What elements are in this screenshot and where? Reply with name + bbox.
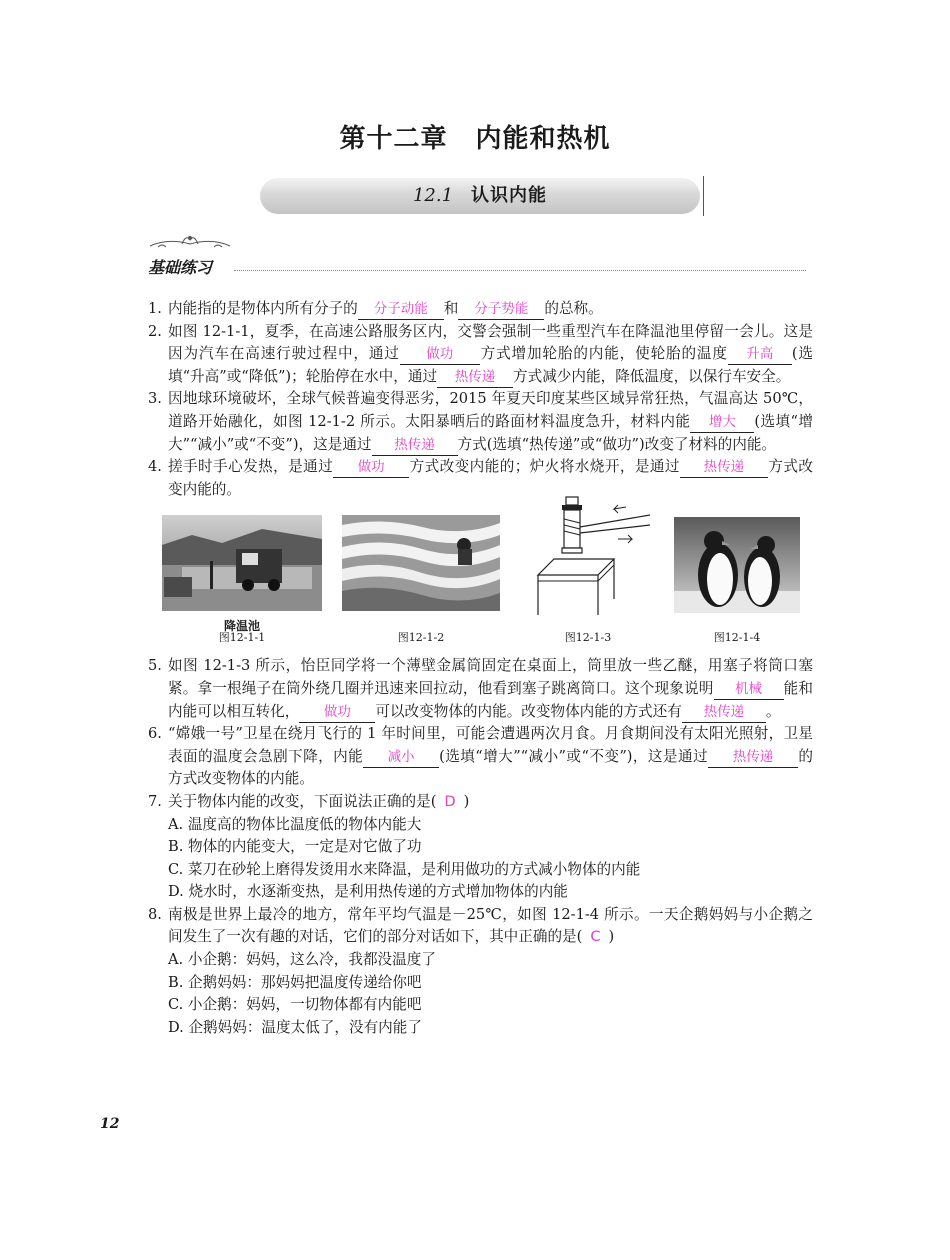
question-text: 能和内能可以相互转化， <box>168 679 813 720</box>
answer-blank: 热传递 <box>708 747 798 768</box>
section-number: 12.1 <box>412 185 454 206</box>
option-a: A. 温度高的物体比温度低的物体内能大 <box>168 815 422 833</box>
figure-caption: 图12-1-2 <box>397 630 445 644</box>
banner-divider <box>703 176 704 216</box>
option-c: C. 小企鹅：妈妈，一切物体都有内能吧 <box>168 996 422 1014</box>
answer-blank: 分子动能 <box>358 299 444 320</box>
question-5 <box>148 655 813 723</box>
answer-blank: 升高 <box>728 344 792 365</box>
figure-12-1-2 <box>342 515 500 649</box>
question-text: 可以改变物体的内能。改变物体内能的方式还有 <box>375 702 682 720</box>
question-number: 1. <box>148 300 162 317</box>
figure-12-1-3 <box>518 495 658 649</box>
option-list <box>168 814 813 904</box>
cooling-pool-photo <box>162 515 322 611</box>
section-banner <box>260 178 700 214</box>
question-text: 搓手时手心发热，是通过 <box>168 458 334 476</box>
answer-blank: 增大 <box>690 412 754 433</box>
answer-blank: 热传递 <box>680 457 768 478</box>
question-number: 7. <box>148 792 162 810</box>
question-text: 方式改变内能的。 <box>168 458 813 498</box>
option-list <box>168 949 813 1039</box>
question-number: 6. <box>148 725 162 743</box>
answer-blank: 热传递 <box>372 435 458 456</box>
question-text: 如图 12-1-3 所示，怡臣同学将一个薄壁金属筒固定在桌面上，筒里放一些乙醚，用塞子将筒口塞紧。拿一根绳子在筒外绕几圈并迅速来回拉动，他看到塞子跳离筒口。这个现象说明 <box>168 657 813 697</box>
option-d: D. 企鹅妈妈：温度太低了，没有内能了 <box>168 1018 422 1036</box>
answer-blank: 做功 <box>299 702 375 723</box>
question-text: “嫦娥一号”卫星在绕月飞行的 1 年时间里，可能会遭遇两次月食。月食期间没有太阳光照射，卫星表面的温度会急剧下降，内能 <box>168 725 813 765</box>
choice-answer: C <box>590 928 601 946</box>
question-text: 如图 12-1-1，夏季，在高速公路服务区内，交警会强制一些重型汽车在降温池里停留一会儿。这是因为汽车在高速行驶过程中，通过 <box>168 322 813 363</box>
chapter-number: 第十二章 <box>339 124 448 154</box>
question-text: 的总称。 <box>544 300 603 317</box>
question-number: 8. <box>148 905 162 923</box>
option-b: B. 企鹅妈妈：那妈妈把温度传递给你吧 <box>168 973 422 991</box>
question-4 <box>148 456 813 501</box>
answer-blank: 分子势能 <box>458 299 544 320</box>
figure-caption: 图12-1-1 <box>218 630 266 644</box>
option-c: C. 菜刀在砂轮上磨得发烫用水来降温，是利用做功的方式减小物体的内能 <box>168 860 641 878</box>
question-number: 2. <box>148 322 162 340</box>
question-2 <box>148 321 813 389</box>
question-number: 4. <box>148 458 162 476</box>
figure-caption: 图12-1-4 <box>713 630 761 644</box>
figure-caption: 图12-1-3 <box>564 630 612 644</box>
option-d: D. 烧水时，水逐渐变热，是利用热传递的方式增加物体的内能 <box>168 883 568 901</box>
question-text: 方式(选填“热传递”或“做功”)改变了材料的内能。 <box>457 435 777 453</box>
choice-answer: D <box>444 792 456 810</box>
question-text: 关于物体内能的改变，下面说法正确的是( <box>168 792 437 810</box>
penguins-photo <box>674 517 800 613</box>
answer-blank: 做功 <box>400 344 480 365</box>
section-name: 认识内能 <box>471 185 548 206</box>
chapter-name: 内能和热机 <box>475 124 611 154</box>
ornament-icon <box>148 232 232 252</box>
question-text: (选填“增大”“减小”或“不变”)，这是通过 <box>168 412 813 453</box>
question-text: 和 <box>443 300 459 317</box>
question-text: 内能指的是物体内所有分子的 <box>168 300 358 317</box>
practice-heading: 基础练习 <box>148 258 213 277</box>
option-b: B. 物体的内能变大，一定是对它做了功 <box>168 838 422 856</box>
option-a: A. 小企鹅：妈妈，这么冷，我都没温度了 <box>168 951 436 969</box>
chapter-title <box>0 118 950 155</box>
answer-blank: 做功 <box>333 457 409 478</box>
answer-blank: 减小 <box>363 747 439 768</box>
question-text: 方式改变内能的；炉火将水烧开，是通过 <box>409 458 680 476</box>
question-text: ) <box>608 928 615 946</box>
question-text: (选填“增大”“减小”或“不变”)，这是通过 <box>439 747 708 765</box>
question-text: ) <box>463 792 470 810</box>
metal-tube-rope-diagram <box>518 495 658 625</box>
figure-12-1-1 <box>162 515 322 649</box>
question-6 <box>148 723 813 791</box>
dotted-divider <box>234 270 806 271</box>
question-text: 南极是世界上最冷的地方，常年平均气温是－25℃，如图 12-1-4 所示。一天企鹅妈妈与小企鹅之间发生了一次有趣的对话，它们的部分对话如下，其中正确的是( <box>168 905 813 946</box>
question-3 <box>148 388 813 456</box>
question-number: 3. <box>148 390 162 408</box>
melting-road-photo <box>342 515 500 611</box>
question-1 <box>148 298 813 321</box>
answer-blank: 热传递 <box>682 702 766 723</box>
question-8 <box>148 904 813 1040</box>
question-text: 方式增加轮胎的内能，使轮胎的温度 <box>479 345 728 363</box>
question-text: 因地球环境破坏，全球气候普遍变得恶劣，2015 年夏天印度某些区域异常狂热，气温高达 50℃，道路开始融化，如图 12-1-2 所示。太阳暴晒后的路面材料温度急升，材料内能 <box>168 390 813 430</box>
answer-blank: 热传递 <box>437 367 513 388</box>
question-number: 5. <box>148 657 162 675</box>
figure-row <box>148 509 813 651</box>
figure-12-1-4 <box>674 517 800 649</box>
answer-blank: 机械 <box>714 679 784 700</box>
exercise-content <box>148 298 813 1039</box>
page-number: 12 <box>100 1116 120 1132</box>
question-text: (选填“升高”或“降低”)；轮胎停在水中，通过 <box>168 345 813 385</box>
question-text: 的方式改变物体的内能。 <box>168 747 813 788</box>
question-7 <box>148 791 813 904</box>
question-text: 。 <box>765 702 781 720</box>
question-text: 方式减少内能，降低温度，以保行车安全。 <box>513 367 791 385</box>
figure-label: 降温池 <box>223 619 260 634</box>
